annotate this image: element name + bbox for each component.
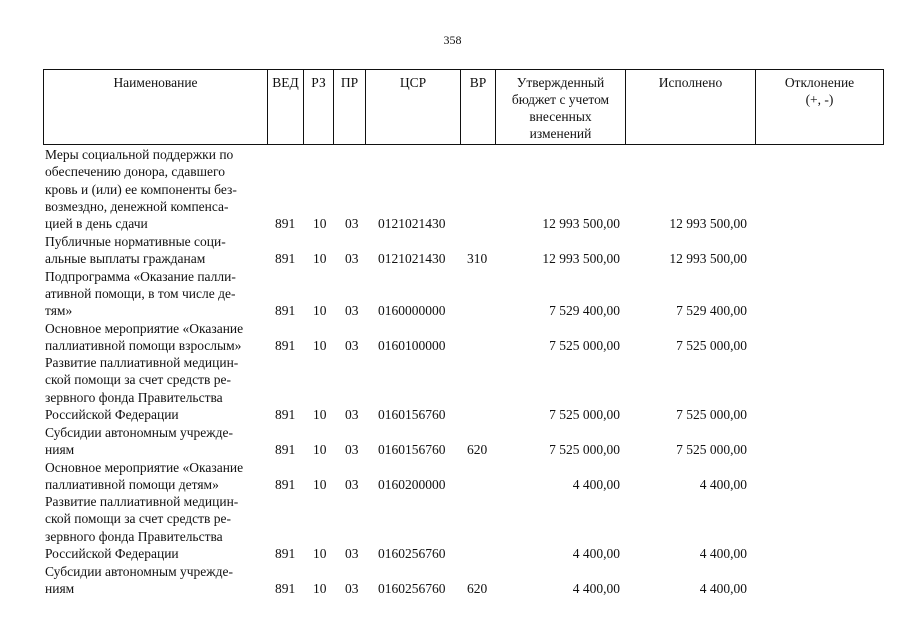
header-deviation xyxy=(756,70,883,144)
row-name-line: паллиативной помощи взрослым» xyxy=(45,337,242,353)
row-name-line: Основное мероприятие «Оказание xyxy=(45,459,244,475)
row-name xyxy=(45,268,270,320)
row-budget: 7 529 400,00 xyxy=(549,303,620,319)
row-pr: 03 xyxy=(345,580,359,596)
row-pr: 03 xyxy=(345,476,359,492)
row-name xyxy=(45,493,270,562)
row-ved: 891 xyxy=(275,545,296,561)
row-pr: 03 xyxy=(345,406,359,422)
row-name-line: ативной помощи, в том числе де- xyxy=(45,285,236,301)
row-csr: 0160256760 xyxy=(378,580,446,596)
row-name xyxy=(45,354,270,423)
row-done: 12 993 500,00 xyxy=(669,216,747,232)
row-csr: 0160100000 xyxy=(378,337,446,353)
row-name-line: Подпрограмма «Оказание палли- xyxy=(45,268,236,284)
row-ved: 891 xyxy=(275,476,296,492)
header-budget-line: внесенных xyxy=(529,109,592,124)
header-vr: ВР xyxy=(461,70,496,144)
row-name xyxy=(45,146,270,232)
row-budget: 12 993 500,00 xyxy=(542,216,620,232)
row-name-line: Развитие паллиативной медицин- xyxy=(45,494,239,509)
header-csr: ЦСР xyxy=(366,70,461,144)
header-name: Наименование xyxy=(44,70,268,144)
row-name-line: Публичные нормативные соци- xyxy=(45,234,226,249)
row-pr: 03 xyxy=(345,545,359,561)
row-csr: 0160156760 xyxy=(378,406,446,422)
row-ved: 891 xyxy=(275,251,296,267)
row-name-line: Субсидии автономным учрежде- xyxy=(45,424,233,440)
header-deviation-line: (+, -) xyxy=(805,92,834,107)
row-csr: 0160256760 xyxy=(378,545,446,561)
header-pr: ПР xyxy=(334,70,366,144)
row-done: 4 400,00 xyxy=(699,476,747,492)
row-pr: 03 xyxy=(345,251,359,267)
row-vr: 620 xyxy=(467,441,488,457)
row-budget: 4 400,00 xyxy=(572,476,620,492)
row-csr: 0160000000 xyxy=(378,303,446,319)
row-name-line: Меры социальной поддержки по xyxy=(45,147,234,162)
header-budget-line: Утвержденный xyxy=(516,75,605,90)
row-name-line: тям» xyxy=(45,303,73,319)
row-rz: 10 xyxy=(313,406,327,422)
row-vr: 620 xyxy=(467,580,488,596)
row-ved: 891 xyxy=(275,580,296,596)
header-budget xyxy=(496,70,626,144)
row-name-line: возмездно, денежной компенса- xyxy=(45,198,229,214)
row-done: 4 400,00 xyxy=(699,545,747,561)
row-name xyxy=(45,424,270,459)
row-name-line: паллиативной помощи детям» xyxy=(45,476,219,492)
row-pr: 03 xyxy=(345,337,359,353)
row-ved: 891 xyxy=(275,337,296,353)
row-name-line: ской помощи за счет средств ре- xyxy=(45,372,232,388)
row-name-line: цией в день сдачи xyxy=(45,216,148,232)
row-pr: 03 xyxy=(345,441,359,457)
row-done: 7 525 000,00 xyxy=(676,441,747,457)
row-rz: 10 xyxy=(313,337,327,353)
row-name-line: кровь и (или) ее компоненты без- xyxy=(45,181,237,197)
row-done: 7 525 000,00 xyxy=(676,337,747,353)
row-budget: 7 525 000,00 xyxy=(549,441,620,457)
row-csr: 0160156760 xyxy=(378,441,446,457)
page-number: 358 xyxy=(443,33,462,47)
row-ved: 891 xyxy=(275,303,296,319)
row-name-line: Российской Федерации xyxy=(45,545,179,561)
row-csr: 0160200000 xyxy=(378,476,446,492)
row-done: 7 529 400,00 xyxy=(676,303,747,319)
row-rz: 10 xyxy=(313,441,327,457)
row-name-line: ниям xyxy=(45,580,75,596)
row-name xyxy=(45,563,270,598)
header-ved: ВЕД xyxy=(268,70,304,144)
row-done: 4 400,00 xyxy=(699,580,747,596)
header-deviation-line: Отклонение xyxy=(784,75,855,90)
row-name-line: Основное мероприятие «Оказание xyxy=(45,320,244,336)
row-budget: 4 400,00 xyxy=(572,580,620,596)
row-name-line: зервного фонда Правительства xyxy=(45,389,223,405)
row-name-line: Субсидии автономным учрежде- xyxy=(45,563,233,579)
row-name-line: ской помощи за счет средств ре- xyxy=(45,511,232,527)
row-name xyxy=(45,320,270,355)
row-name-line: альные выплаты гражданам xyxy=(45,251,206,267)
row-budget: 4 400,00 xyxy=(572,545,620,561)
row-name-line: обеспечению донора, сдавшего xyxy=(45,164,225,180)
row-rz: 10 xyxy=(313,251,327,267)
row-name xyxy=(45,233,270,268)
row-ved: 891 xyxy=(275,406,296,422)
row-done: 12 993 500,00 xyxy=(669,251,747,267)
row-name-line: зервного фонда Правительства xyxy=(45,528,223,544)
row-budget: 7 525 000,00 xyxy=(549,406,620,422)
row-name xyxy=(45,459,270,494)
row-ved: 891 xyxy=(275,216,296,232)
row-csr: 0121021430 xyxy=(378,216,446,232)
header-budget-line: бюджет с учетом xyxy=(511,92,610,107)
row-csr: 0121021430 xyxy=(378,251,446,267)
row-name-line: Развитие паллиативной медицин- xyxy=(45,355,239,370)
header-budget-line: изменений xyxy=(529,126,592,141)
row-ved: 891 xyxy=(275,441,296,457)
row-budget: 12 993 500,00 xyxy=(542,251,620,267)
table-header xyxy=(43,69,884,145)
row-pr: 03 xyxy=(345,303,359,319)
row-rz: 10 xyxy=(313,216,327,232)
row-name-line: Российской Федерации xyxy=(45,406,179,422)
row-done: 7 525 000,00 xyxy=(676,406,747,422)
row-pr: 03 xyxy=(345,216,359,232)
row-rz: 10 xyxy=(313,545,327,561)
row-rz: 10 xyxy=(313,580,327,596)
row-rz: 10 xyxy=(313,303,327,319)
row-rz: 10 xyxy=(313,476,327,492)
row-vr: 310 xyxy=(467,251,488,267)
row-budget: 7 525 000,00 xyxy=(549,337,620,353)
header-done: Исполнено xyxy=(626,70,756,144)
row-name-line: ниям xyxy=(45,441,75,457)
header-rz: РЗ xyxy=(304,70,334,144)
